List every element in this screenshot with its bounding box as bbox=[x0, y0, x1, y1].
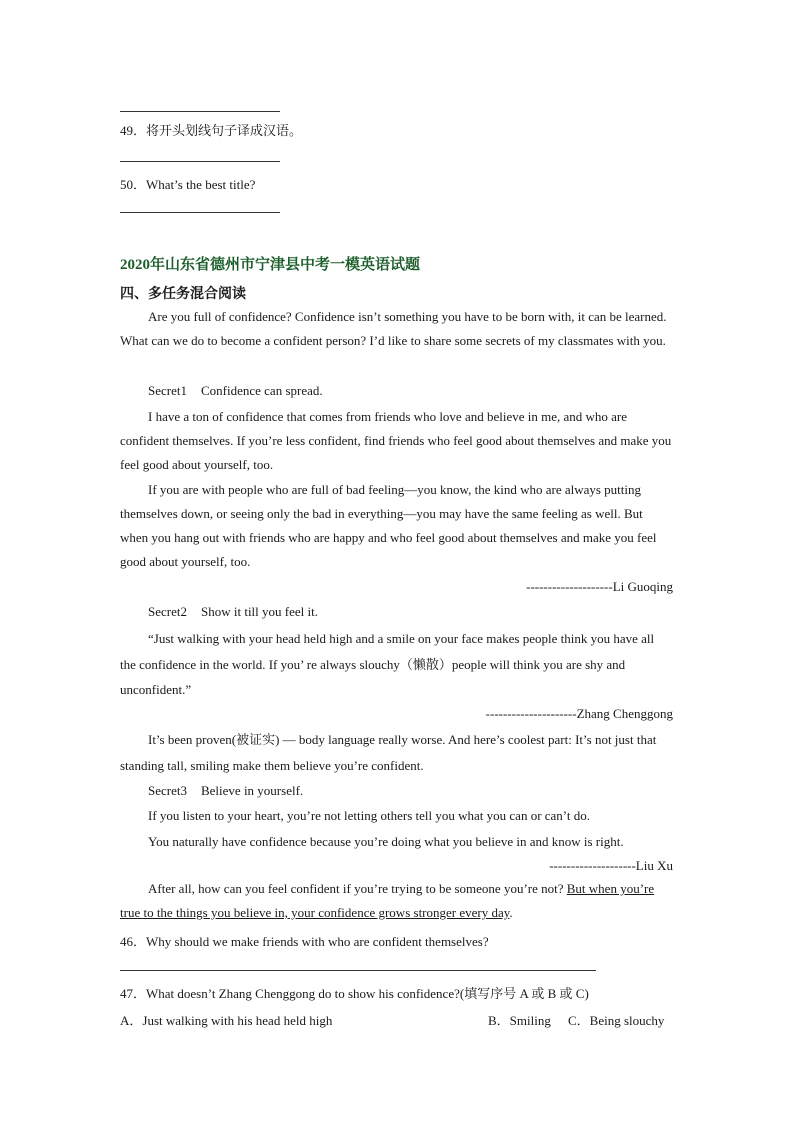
conclusion-underlined-sentence: But when you’re true to the things you believe in, your confidence grows stronger every day bbox=[120, 881, 655, 920]
conclusion-plain: After all, how can you feel confident if you’re trying to be someone you’re not? bbox=[148, 881, 564, 896]
secret1-author: --------------------Li Guoqing bbox=[526, 579, 673, 594]
conclusion-end: . bbox=[509, 905, 513, 920]
answer-line-48[interactable] bbox=[120, 111, 280, 112]
question-47: 47．What doesn’t Zhang Chenggong do to show his confidence?(填写序号 A 或 B 或 C) bbox=[120, 986, 589, 1001]
section-heading: 四、多任务混合阅读 bbox=[120, 287, 246, 302]
exam-title: 2020年山东省德州市宁津县中考一模英语试题 bbox=[120, 257, 421, 273]
secret3-heading bbox=[148, 783, 303, 799]
secret2-heading bbox=[148, 604, 318, 620]
question-47-option-a: A．Just walking with his head held high bbox=[120, 1013, 333, 1028]
secret3-paragraph-1: If you listen to your heart, you’re not letting others tell you what you can or can’t do. bbox=[148, 808, 591, 823]
secret2-author: ---------------------Zhang Chenggong bbox=[485, 706, 673, 721]
answer-line-46[interactable] bbox=[120, 970, 596, 971]
secret1-title: Confidence can spread. bbox=[200, 383, 323, 398]
question-50: 50．What’s the best title? bbox=[120, 177, 256, 192]
secret3-label: Secret3 bbox=[148, 783, 187, 798]
answer-line-50[interactable] bbox=[120, 212, 280, 213]
secret3-author: --------------------Liu Xu bbox=[549, 858, 673, 873]
secret3-paragraph-2: You naturally have confidence because you’re doing what you believe in and know is right. bbox=[148, 834, 624, 849]
secret1-label: Secret1 bbox=[148, 383, 187, 398]
question-47-option-b: B．Smiling bbox=[488, 1013, 551, 1028]
question-49: 49．将开头划线句子译成汉语。 bbox=[120, 123, 303, 138]
question-46: 46．Why should we make friends with who are confident themselves? bbox=[120, 934, 489, 949]
secret1-paragraph-2: If you are with people who are full of bad feeling—you know, the kind who are always putting themselves down, or seeing only the bad in everything—you may have the same feeling as well. But when you hang out with friends who are happy and who feel good about themselves and make you feel good about yourself, too. bbox=[120, 482, 657, 569]
question-47-option-c: C．Being slouchy bbox=[568, 1013, 665, 1028]
secret1-heading bbox=[148, 383, 323, 399]
secret1-paragraph-1: I have a ton of confidence that comes from friends who love and believe in me, and who are confident themselves. If you’re less confident, find friends who feel good about themselves and make you feel good about yourself, too. bbox=[120, 409, 672, 472]
secret2-paragraph-2: It’s been proven(被证实) — body language really worse. And here’s coolest part: It’s not just that standing tall, smiling make them believe you’re confident. bbox=[120, 732, 657, 773]
secret3-title: Believe in yourself. bbox=[200, 783, 304, 798]
conclusion-paragraph bbox=[120, 877, 673, 925]
intro-paragraph: Are you full of confidence? Confidence isn’t something you have to be born with, it can be learned. What can we do to become a confident person? I’d like to share some secrets of my classmates with you. bbox=[120, 309, 667, 348]
secret2-title: Show it till you feel it. bbox=[200, 604, 318, 619]
secret2-label: Secret2 bbox=[148, 604, 187, 619]
secret2-quote: “Just walking with your head held high and a smile on your face makes people think you have all the confidence in the world. If you’ re always slouchy（懒散）people will think you are shy and unconfident.” bbox=[120, 631, 655, 697]
answer-line-49[interactable] bbox=[120, 161, 280, 162]
